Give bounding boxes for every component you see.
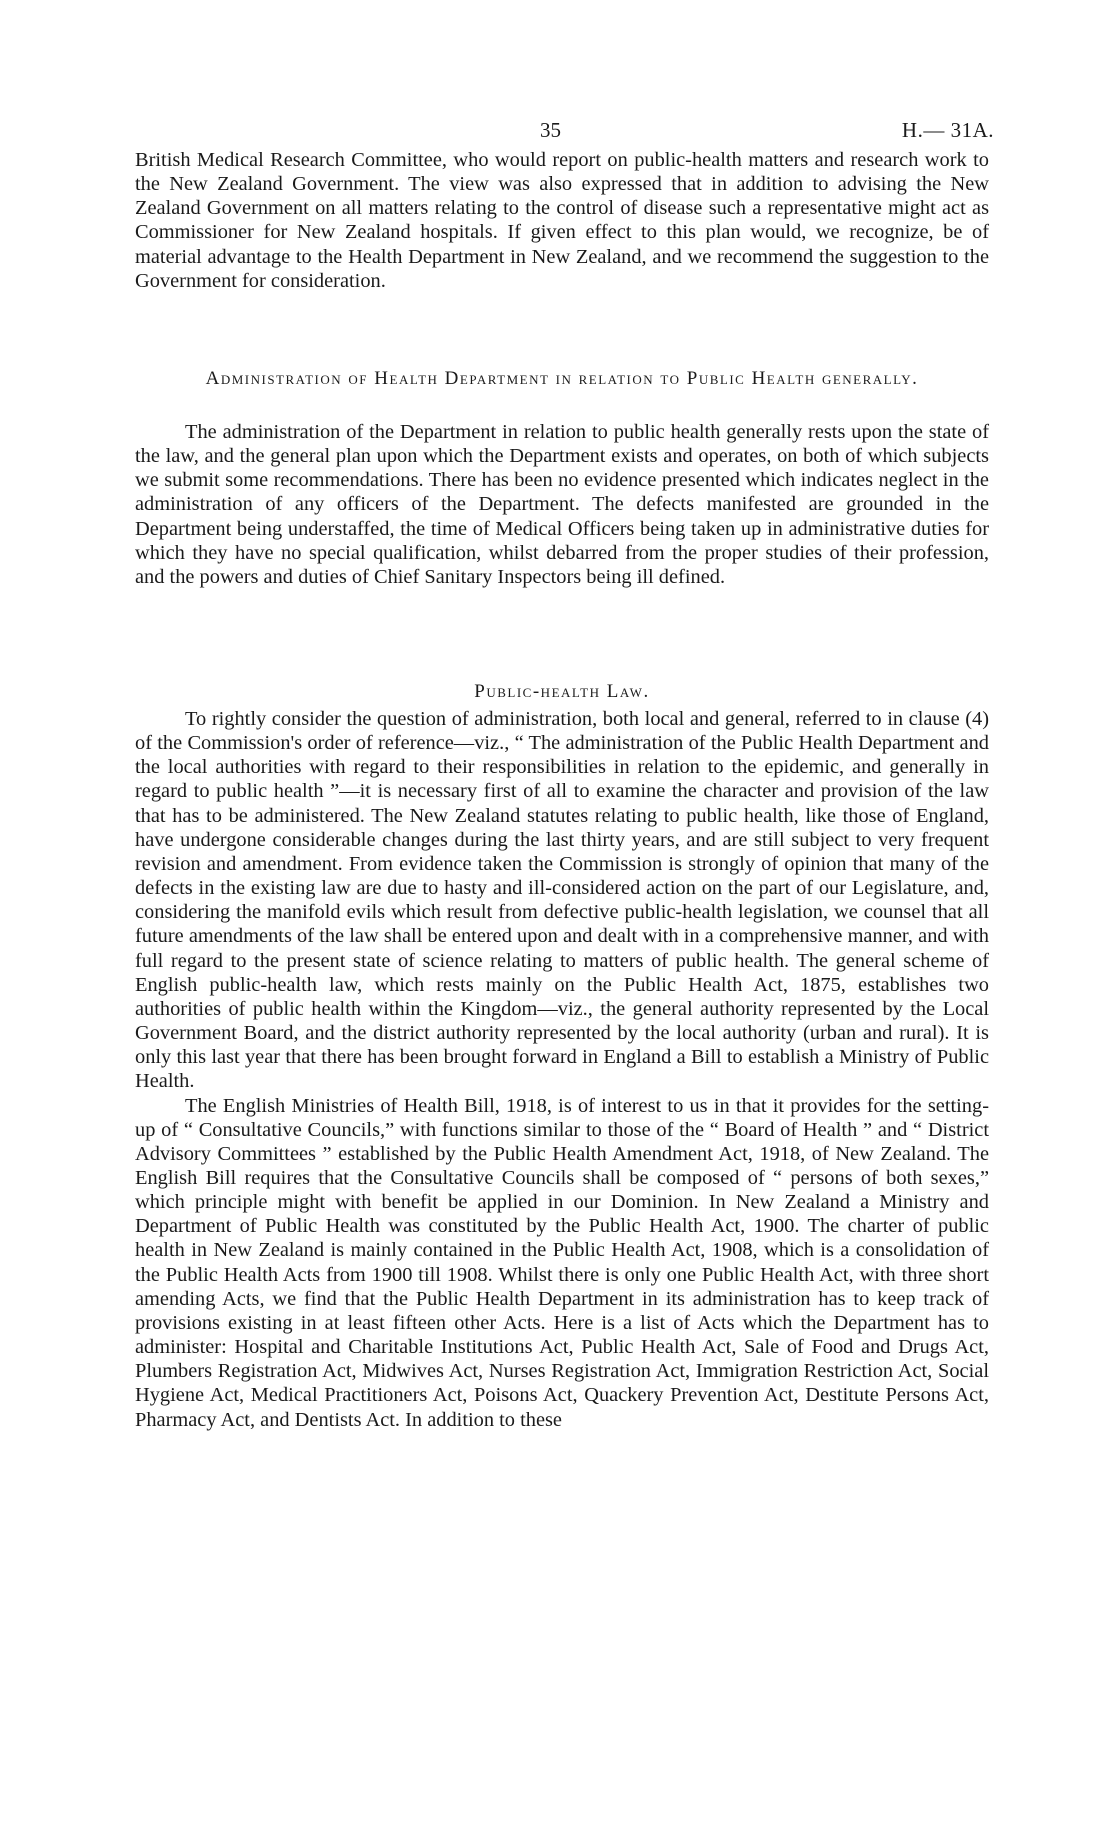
law-paragraph-2: The English Ministries of Health Bill, 1918, is of interest to us in that it provides for the setting-up of “ Consultative Councils,” with functions similar to those of the “ Board of Health ” and “ District Advisory Committees ” established by the Public Health Amendment Act, 1918, of New Zealand. The English Bill requires that the Consultative Councils shall be composed of “ persons of both sexes,” which principle might with benefit be applied in our Dominion. In New Zealand a Ministry and Department of Public Health was constituted by the Public Health Act, 1900. The charter of public health in New Zealand is mainly contained in the Public Health Act, 1908, which is a consolidation of the Public Health Acts from 1900 till 1908. Whilst there is only one Public Health Act, with three short amending Acts, we find that the Public Health Department in its administration has to keep track of provisions existing in at least fifteen other Acts. Here is a list of Acts which the Department has to administer: Hospital and Charitable Institutions Act, Public Health Act, Sale of Food and Drugs Act, Plumbers Registration Act, Midwives Act, Nurses Registration Act, Immigration Restriction Act, Social Hygiene Act, Medical Practitioners Act, Poisons Act, Quackery Prevention Act, Destitute Persons Act, Pharmacy Act, and Dentists Act. In addition to these	[135, 1094, 989, 1431]
intro-paragraph-block	[135, 148, 989, 293]
administration-paragraph: The administration of the Department in relation to public health generally rests upon the state of the law, and the general plan upon which the Department exists and operates, on both of which subjects we submit some recommendations. There has been no evidence presented which indicates neglect in the administration of any officers of the Department. The defects manifested are grounded in the Department being understaffed, the time of Medical Officers being taken up in administrative duties for which they have no special qualification, whilst debarred from the proper studies of their profession, and the powers and duties of Chief Sanitary Inspectors being ill defined.	[135, 421, 989, 588]
section-heading-law: Public-health Law.	[474, 681, 650, 702]
law-paragraph-1: To rightly consider the question of administration, both local and general, referred to in clause (4) of the Commission's order of reference—viz., “ The administration of the Public Health Department and the local authorities with regard to their responsibilities in relation to the epidemic, and generally in regard to public health ”—it is necessary first of all to examine the character and provision of the law that has to be administered. The New Zealand statutes relating to public health, like those of England, have undergone considerable changes during the last thirty years, and are still subject to very frequent revision and amendment. From evidence taken the Commission is strongly of opinion that many of the defects in the existing law are due to hasty and ill-considered action on the part of our Legislature, and, considering the manifold evils which result from defective public-health legislation, we counsel that all future amendments of the law shall be entered upon and dealt with in a comprehensive manner, and with full regard to the present state of science relating to matters of public health. The general scheme of English public-health law, which rests mainly on the Public Health Act, 1875, establishes two authorities of public health within the Kingdom—viz., the general authority represented by the Local Government Board, and the district authority represented by the local authority (urban and rural). It is only this last year that there has been brought forward in England a Bill to establish a Ministry of Public Health.	[135, 708, 989, 1093]
intro-paragraph: British Medical Research Committee, who would report on public-health matters and research work to the New Zealand Government. The view was also expressed that in addition to advising the New Zealand Government on all matters relating to the control of disease such a representative might act as Commissioner for New Zealand hospitals. If given effect to this plan would, we recognize, be of material advantage to the Health Department in New Zealand, and we recommend the suggestion to the Government for consideration.	[135, 149, 989, 292]
paper-reference: H.— 31A.	[901, 118, 994, 142]
section-heading-administration: Administration of Health Department in relation to Public Health generally.	[205, 368, 919, 389]
administration-paragraph-block	[135, 420, 989, 589]
page-number: 35	[540, 118, 561, 142]
law-paragraphs-block	[135, 707, 989, 1432]
